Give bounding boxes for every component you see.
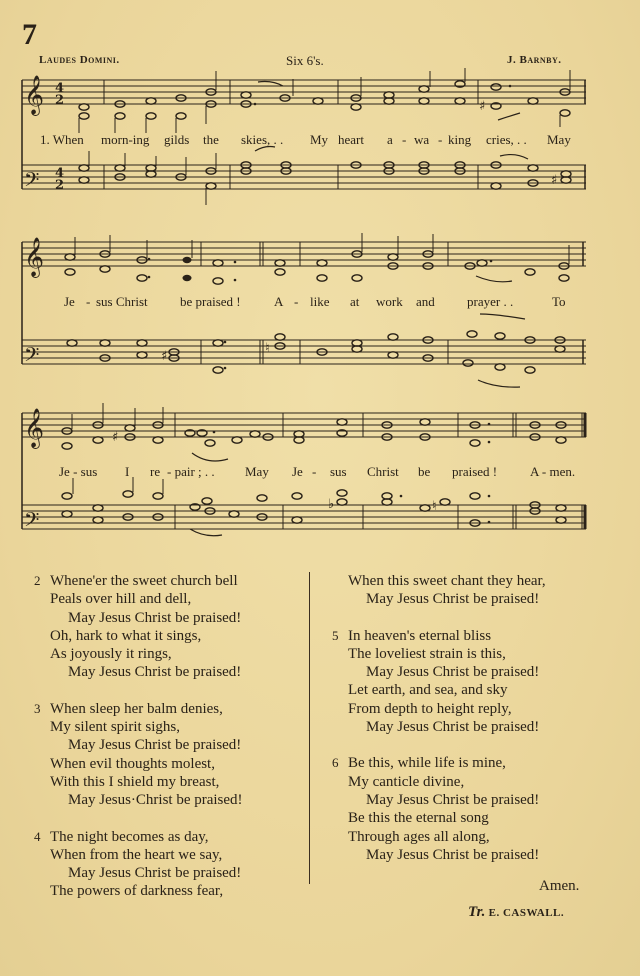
lyric-syllable: Je <box>64 294 75 309</box>
lyric-syllable: morn-ing <box>101 132 150 147</box>
verse-line: The powers of darkness fear, <box>50 883 224 900</box>
verse-line: From depth to height reply, <box>348 700 512 717</box>
treble-clef-icon: 𝄞 <box>24 408 45 448</box>
lyric-syllable: - <box>438 132 443 147</box>
svg-text:2: 2 <box>55 93 65 108</box>
lyric-syllable: Christ <box>367 464 399 479</box>
lyric-syllable: like <box>310 294 330 309</box>
verse-4-continued <box>332 572 546 609</box>
svg-text:4: 4 <box>55 166 65 181</box>
translator-prefix: Tr. <box>468 904 486 920</box>
verses-left-column <box>34 572 243 919</box>
treble-clef-icon: 𝄞 <box>24 75 45 115</box>
verse-line: Peals over hill and dell, <box>50 591 192 608</box>
verse-refrain: May Jesus Christ be praised! <box>366 719 540 736</box>
treble-staff-1 <box>22 80 586 104</box>
verse-line: With this I shield my breast, <box>50 773 220 790</box>
lyric-syllable: Je - sus <box>59 464 98 479</box>
system-3 <box>22 413 586 529</box>
lyric-syllable: - pair ; . . <box>167 464 215 479</box>
verse-refrain: May Jesus Christ be praised! <box>366 591 540 608</box>
filled-noteheads <box>183 257 192 281</box>
lyric-syllable: 1. When <box>40 132 84 147</box>
tune-name: Laudes Domini. <box>39 54 120 66</box>
verse-line: Whene'er the sweet church bell <box>50 573 238 589</box>
verse-line: In heaven's eternal bliss <box>348 627 492 644</box>
lyric-syllable: A <box>274 294 284 309</box>
composer: J. Barnby. <box>507 54 562 66</box>
verse-line: The loveliest strain is this, <box>348 645 506 662</box>
verse-refrain: May Jesus Christ be praised! <box>68 865 242 882</box>
lyric-syllable: - <box>294 294 299 309</box>
lyric-syllable: at <box>350 294 360 309</box>
lyric-syllable: sus <box>330 464 347 479</box>
natural-icon: ♮ <box>265 341 270 356</box>
verse-line: Oh, hark to what it sings, <box>50 627 202 644</box>
verse-5 <box>332 627 546 737</box>
lyric-syllable: skies, . . <box>241 132 284 147</box>
lyric-syllable: May <box>547 132 571 147</box>
treble-clef-icon: 𝄞 <box>24 237 45 277</box>
verse-4 <box>34 828 243 901</box>
lyric-syllable: A - men. <box>530 464 576 479</box>
verse-number: 2 <box>34 573 41 588</box>
lyric-syllable: king <box>448 132 472 147</box>
verse-6 <box>332 754 546 864</box>
verse-line: Be this the eternal song <box>348 810 489 827</box>
lyric-syllable: May <box>245 464 269 479</box>
svg-text:2: 2 <box>55 178 65 193</box>
sharp-icon: ♯ <box>551 173 558 188</box>
verse-refrain: May Jesus Christ be praised! <box>68 737 242 754</box>
verse-line: As joyously it rings, <box>50 646 172 663</box>
verse-line: When evil thoughts molest, <box>50 755 215 772</box>
verse-line: When this sweet chant they hear, <box>348 573 546 589</box>
lyric-syllable: and <box>416 294 435 309</box>
lyric-syllable: I <box>125 464 130 479</box>
verse-number: 4 <box>34 828 41 844</box>
lyric-syllable: wa <box>414 132 430 147</box>
verse-line: My silent spirit sighs, <box>50 719 181 736</box>
lyric-syllable: - <box>312 464 317 479</box>
lyric-syllable: gilds <box>164 132 190 147</box>
verse-2 <box>34 572 243 682</box>
lyric-syllable: heart <box>338 132 364 147</box>
natural-icon: ♮ <box>432 499 437 514</box>
verse-refrain: May Jesus Christ be praised! <box>68 664 242 681</box>
verse-line: When from the heart we say, <box>50 846 223 863</box>
verse-line: Through ages all along, <box>348 828 490 845</box>
lyric-syllable: Je <box>292 464 303 479</box>
bass-clef-icon: 𝄢 <box>24 168 40 196</box>
verse-number: 3 <box>34 700 41 716</box>
lyric-syllable: - <box>402 132 407 147</box>
translator-name: E. CASWALL. <box>488 907 565 919</box>
lyric-syllable: work <box>376 294 403 309</box>
sharp-icon: ♯ <box>161 349 168 364</box>
lyric-syllable: cries, . . <box>486 132 527 147</box>
hymn-number: 7 <box>22 18 37 51</box>
meter: Six 6's. <box>286 53 324 68</box>
verse-refrain: May Jesus Christ be praised! <box>68 609 242 626</box>
amen: Amen. <box>539 878 580 894</box>
verse-refrain: May Jesus Christ be praised! <box>366 791 540 808</box>
verse-line: When sleep her balm denies, <box>50 700 223 717</box>
lyric-syllable: My <box>310 132 329 147</box>
verse-line: My canticle divine, <box>348 773 465 790</box>
verse-refrain: May Jesus Christ be praised! <box>366 846 540 863</box>
verse-line: Let earth, and sea, and sky <box>348 682 508 699</box>
verse-3 <box>34 700 243 810</box>
lyric-syllable: prayer . . <box>467 294 514 309</box>
verses-right-column <box>332 572 546 882</box>
bass-clef-icon: 𝄢 <box>24 508 40 536</box>
lyric-syllable: - <box>86 294 91 309</box>
verse-refrain: May Jesus Christ be praised! <box>366 664 540 681</box>
column-divider <box>309 572 310 884</box>
lyric-syllable: To <box>552 294 566 309</box>
svg-text:4: 4 <box>55 81 65 96</box>
lyric-syllable: be praised ! <box>180 294 241 309</box>
translator-credit <box>468 904 564 921</box>
sharp-icon: ♯ <box>112 430 119 445</box>
lyric-syllable: praised ! <box>452 464 498 479</box>
flat-icon: ♭ <box>328 497 335 512</box>
verse-number: 5 <box>332 627 339 643</box>
verse-refrain: May Jesus·Christ be praised! <box>68 792 243 809</box>
verse-line: The night becomes as day, <box>50 828 209 845</box>
lyric-syllable: a <box>387 132 393 147</box>
verse-number: 6 <box>332 755 339 771</box>
sharp-icon: ♯ <box>479 99 486 114</box>
lyric-syllable: be <box>418 464 431 479</box>
bass-clef-icon: 𝄢 <box>24 343 40 371</box>
verse-line: Be this, while life is mine, <box>348 755 506 772</box>
lyric-syllable: re <box>150 464 161 479</box>
lyric-syllable: sus Christ <box>96 294 148 309</box>
lyric-syllable: the <box>203 132 219 147</box>
